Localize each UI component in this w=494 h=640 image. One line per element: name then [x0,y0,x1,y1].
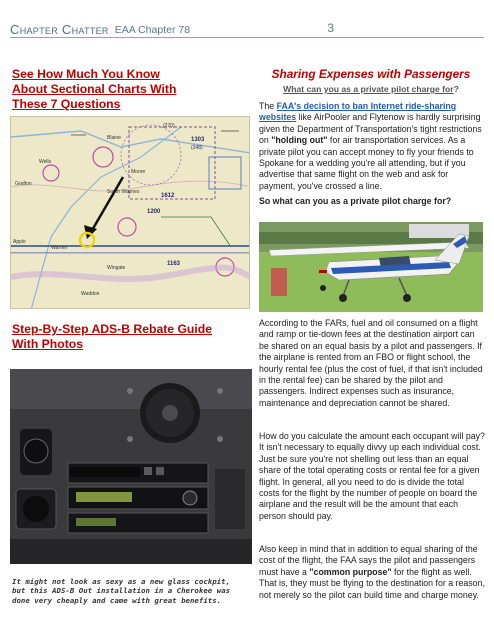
charge-question: So what can you as a private pilot charge for? [259,196,452,206]
faa-decision-link[interactable]: FAA's decision to ban Internet ride-sharing websites [259,101,457,123]
map-label: Apple [13,239,26,245]
intro-tail: for air transportation services. As a private pilot you can accept money to fly your friends to Spokane for a wedding you're all attending, but if you advertise that same flight on the web and ask for payment, you've crossed a line. [259,135,474,191]
cockpit-graphic [10,369,252,564]
map-label: Wells [39,159,52,165]
common-purpose-prefix: Also keep in mind that in addition to equal sharing of the cost of the flight, the FAA says the pilot and passengers must have a [259,544,478,577]
map-label: 1163 [167,261,181,267]
paragraph-common-purpose [259,544,485,601]
ads-b-rebate-headline[interactable]: Step-By-Step ADS-B Rebate Guide With Photos [12,322,212,351]
sectional-chart-image [10,116,250,309]
private-pilot-charge-link[interactable]: What can you as a private pilot charge for [283,84,454,94]
paragraph-intro [259,101,485,192]
map-label: 1612 [161,193,175,199]
map-label: (348) [191,145,203,151]
map-label: Warren [51,245,68,251]
sharing-expenses-headline: Sharing Expenses with Passengers [271,67,471,81]
common-purpose-tail: for the flight as well. That is, they must be flying to the destination for a reason, not merely so the pilot can build time and charge money. [259,566,485,600]
cockpit-photo [10,369,252,564]
subheading-tail: ? [453,84,459,94]
sectional-chart-graphic [11,117,250,309]
map-label: Blaine [107,135,121,141]
newsletter-title: Chapter Chatter [10,22,109,37]
map-label: Moore [131,169,146,175]
paragraph-calculation: How do you calculate the amount each occupant will pay? It isn't necessary to equally divvy up each individual cost. Just be sure you're not shelling out less than an equal share of the total operating costs or rental fee for a given flight. In general, all you need to do is divide the total costs for the flight by the number of people on board the airplane and the result will be the amount that each person should pay. [259,431,485,521]
map-label: Wingate [107,265,126,271]
holding-out-term: "holding out" [271,135,328,146]
chapter-name: EAA Chapter 78 [114,24,191,36]
map-label: (270) [163,123,175,129]
sharing-expenses-subheading [259,84,483,94]
map-label: Grafton [15,181,32,187]
paragraph-far-sharing: According to the FARs, fuel and oil consumed on a flight and ramp or tie-down fees at the destination airport can be shared on an equal basis by a pilot and passengers. If the airplane is rented from an FBO or flight school, the hourly rental fee (plus the cost of fuel, if that isn't included in the rental fee) can be shared by the pilot and passengers. Indirect expenses such as insurance, maintenance and depreciation cannot be shared. [259,318,483,408]
sectional-charts-headline[interactable]: See How Much You Know About Sectional Charts With These 7 Questions [12,67,177,111]
map-label: 1200 [147,209,161,215]
cockpit-photo-caption: It might not look as sexy as a new glass cockpit, but this ADS-B Out installation in a Cherokee was done very cheaply and came with great benefits. [12,577,231,605]
page-header [10,16,484,38]
map-label: Waddon [81,291,100,297]
cessna-photo [259,222,483,312]
intro-prefix: The [259,101,277,111]
page-number: 3 [327,21,334,35]
map-label: South Waynes [107,189,140,195]
map-label: 1303 [191,137,205,143]
cessna-graphic [259,222,483,312]
common-purpose-term: "common purpose" [309,566,392,577]
intro-body: like AirPooler and Flytenow is hardly surprising given the Department of Transportation's tight restrictions on [259,112,482,146]
